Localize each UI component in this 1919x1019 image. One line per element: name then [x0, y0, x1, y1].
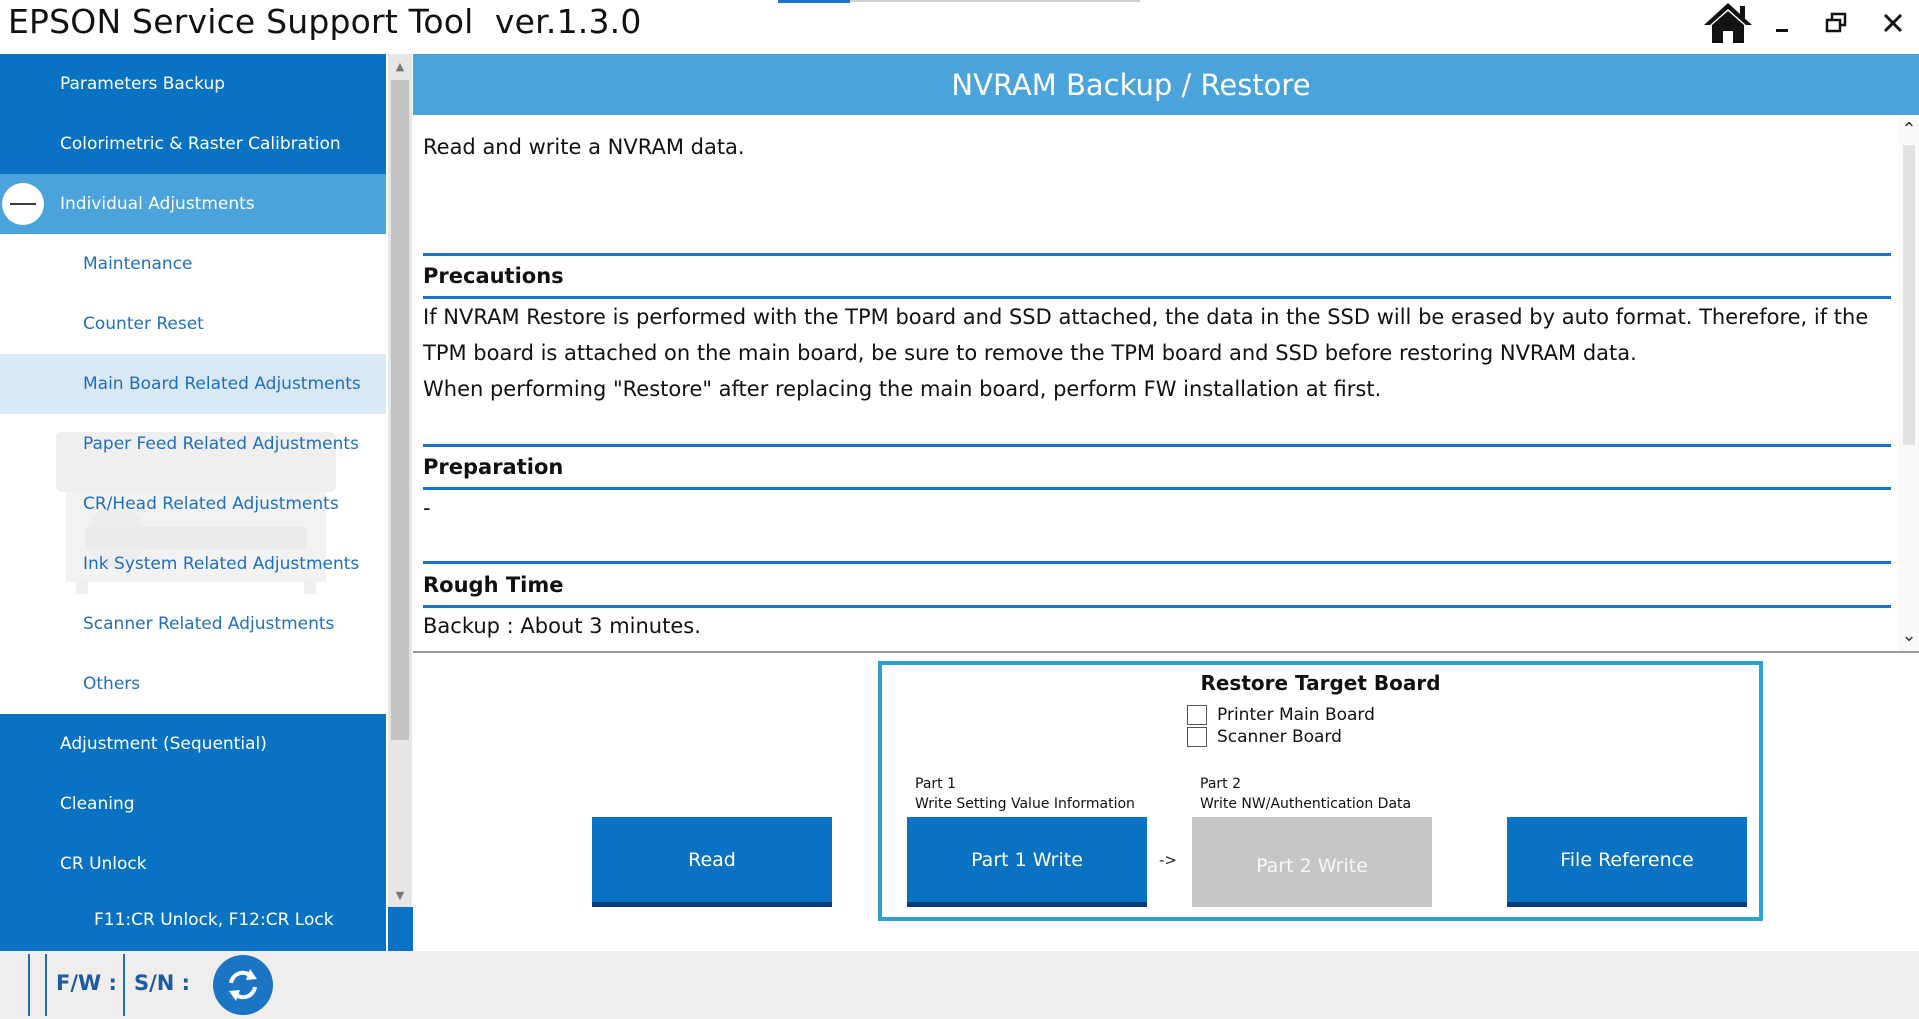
read-button[interactable]: Read	[592, 817, 832, 907]
preparation-title: Preparation	[423, 455, 564, 479]
sidebar-item-label: Adjustment (Sequential)	[60, 734, 267, 754]
rough-time-line: Backup : About 3 minutes.	[423, 614, 701, 638]
sidebar-item-individual-adjustments[interactable]	[0, 174, 386, 234]
section-divider	[423, 605, 1891, 608]
minimize-icon	[1773, 13, 1793, 33]
content-scroll-thumb[interactable]	[1903, 145, 1915, 445]
sidebar-item-label: CR Unlock	[60, 854, 147, 874]
collapse-icon[interactable]	[2, 183, 44, 225]
shortcut-hint	[0, 889, 386, 951]
sidebar-subitem-counter-reset[interactable]	[0, 294, 386, 354]
refresh-button[interactable]	[213, 955, 273, 1015]
precautions-line: If NVRAM Restore is performed with the TPM board and SSD attached, the data in the SSD will be erased by auto format. Therefore, if the	[423, 305, 1869, 329]
sidebar-item-label: Cleaning	[60, 794, 135, 814]
section-divider	[423, 561, 1891, 564]
precautions-title: Precautions	[423, 264, 564, 288]
sidebar-subitem-ink-system[interactable]	[0, 534, 386, 594]
sidebar-scroll-thumb[interactable]	[391, 80, 409, 740]
sidebar-scroll-footer	[388, 907, 413, 951]
sidebar-item-label: Individual Adjustments	[60, 194, 255, 214]
scanner-board-checkbox[interactable]	[1187, 727, 1342, 747]
part1-caption	[915, 774, 1135, 814]
app-title: EPSON Service Support Tool ver.1.3.0	[8, 2, 642, 41]
restore-window-button[interactable]	[1813, 0, 1859, 46]
scroll-up-icon[interactable]: ▲	[395, 59, 405, 73]
sidebar-item-colorimetric-calibration[interactable]	[0, 114, 386, 174]
restore-window-icon	[1825, 12, 1847, 34]
sidebar-item-label: Paper Feed Related Adjustments	[83, 434, 359, 454]
part2-write-button[interactable]: Part 2 Write	[1192, 817, 1432, 907]
sidebar-subitem-maintenance[interactable]	[0, 234, 386, 294]
sidebar-scrollbar[interactable]	[388, 54, 412, 907]
shortcut-hint-text: F11:CR Unlock, F12:CR Lock	[94, 910, 334, 930]
refresh-icon	[223, 965, 263, 1005]
sidebar-subitem-main-board[interactable]	[0, 354, 386, 414]
content-area	[413, 115, 1899, 651]
sidebar-subitem-scanner[interactable]	[0, 594, 386, 654]
scroll-down-icon[interactable]: ▼	[395, 888, 405, 902]
sidebar-subitem-cr-head[interactable]	[0, 474, 386, 534]
part1-write-button[interactable]: Part 1 Write	[907, 817, 1147, 907]
home-icon	[1702, 1, 1754, 45]
page-title: NVRAM Backup / Restore	[951, 67, 1311, 102]
part2-caption	[1200, 774, 1411, 814]
precautions-line: TPM board is attached on the main board, be sure to remove the TPM board and SSD before restoring NVRAM data.	[423, 341, 1637, 365]
scroll-up-icon[interactable]: ⌃	[1901, 118, 1917, 140]
sidebar-item-label: Main Board Related Adjustments	[83, 374, 361, 394]
sidebar-item-label: Maintenance	[83, 254, 193, 274]
sidebar-subitem-paper-feed[interactable]	[0, 414, 386, 474]
title-bar	[0, 0, 1919, 54]
section-divider	[423, 444, 1891, 447]
sidebar-item-parameters-backup[interactable]	[0, 54, 386, 114]
sidebar-item-label: Colorimetric & Raster Calibration	[60, 134, 341, 154]
action-panel	[413, 653, 1919, 951]
minimize-button[interactable]	[1760, 0, 1806, 46]
checkbox-label: Scanner Board	[1217, 727, 1342, 747]
sidebar-item-adjustment-sequential[interactable]	[0, 714, 386, 774]
title-accent	[778, 0, 850, 3]
restore-target-title: Restore Target Board	[1200, 671, 1441, 695]
sidebar-item-cr-unlock[interactable]	[0, 834, 386, 894]
sidebar	[0, 54, 386, 951]
section-divider	[423, 487, 1891, 490]
status-separator	[123, 954, 125, 1016]
page-title-bar	[413, 54, 1919, 115]
close-icon	[1882, 12, 1904, 34]
part2-label: Part 2	[1200, 776, 1241, 792]
sidebar-item-label: Counter Reset	[83, 314, 204, 334]
printer-main-board-checkbox[interactable]	[1187, 705, 1375, 725]
checkbox-box[interactable]	[1187, 727, 1207, 747]
status-separator	[28, 954, 30, 1016]
checkbox-box[interactable]	[1187, 705, 1207, 725]
sidebar-item-cleaning[interactable]	[0, 774, 386, 834]
sidebar-subitem-others[interactable]	[0, 654, 386, 714]
home-button[interactable]	[1698, 0, 1758, 46]
part2-desc: Write NW/Authentication Data	[1200, 796, 1412, 812]
status-bar	[0, 951, 1919, 1019]
preparation-line: -	[423, 496, 431, 520]
status-separator	[45, 954, 47, 1016]
content-scrollbar[interactable]	[1899, 115, 1919, 651]
section-divider	[423, 253, 1891, 256]
part1-label: Part 1	[915, 776, 956, 792]
firmware-label: F/W :	[56, 971, 117, 995]
sidebar-item-label: CR/Head Related Adjustments	[83, 494, 339, 514]
title-accent-track	[850, 0, 1140, 2]
sidebar-item-label: Scanner Related Adjustments	[83, 614, 335, 634]
sidebar-item-label: Others	[83, 674, 141, 694]
page-description: Read and write a NVRAM data.	[423, 135, 745, 159]
precautions-line: When performing "Restore" after replacing the main board, perform FW installation at first.	[423, 377, 1382, 401]
sidebar-item-label: Parameters Backup	[60, 74, 226, 94]
close-button[interactable]	[1870, 0, 1916, 46]
flow-arrow: ->	[1159, 851, 1177, 869]
sidebar-item-label: Ink System Related Adjustments	[83, 554, 360, 574]
serial-number-label: S/N :	[134, 971, 191, 995]
rough-time-title: Rough Time	[423, 573, 564, 597]
part1-desc: Write Setting Value Information	[915, 796, 1135, 812]
checkbox-label: Printer Main Board	[1217, 705, 1375, 725]
scroll-down-icon[interactable]: ⌄	[1901, 624, 1917, 646]
section-divider	[423, 296, 1891, 299]
file-reference-button[interactable]: File Reference	[1507, 817, 1747, 907]
